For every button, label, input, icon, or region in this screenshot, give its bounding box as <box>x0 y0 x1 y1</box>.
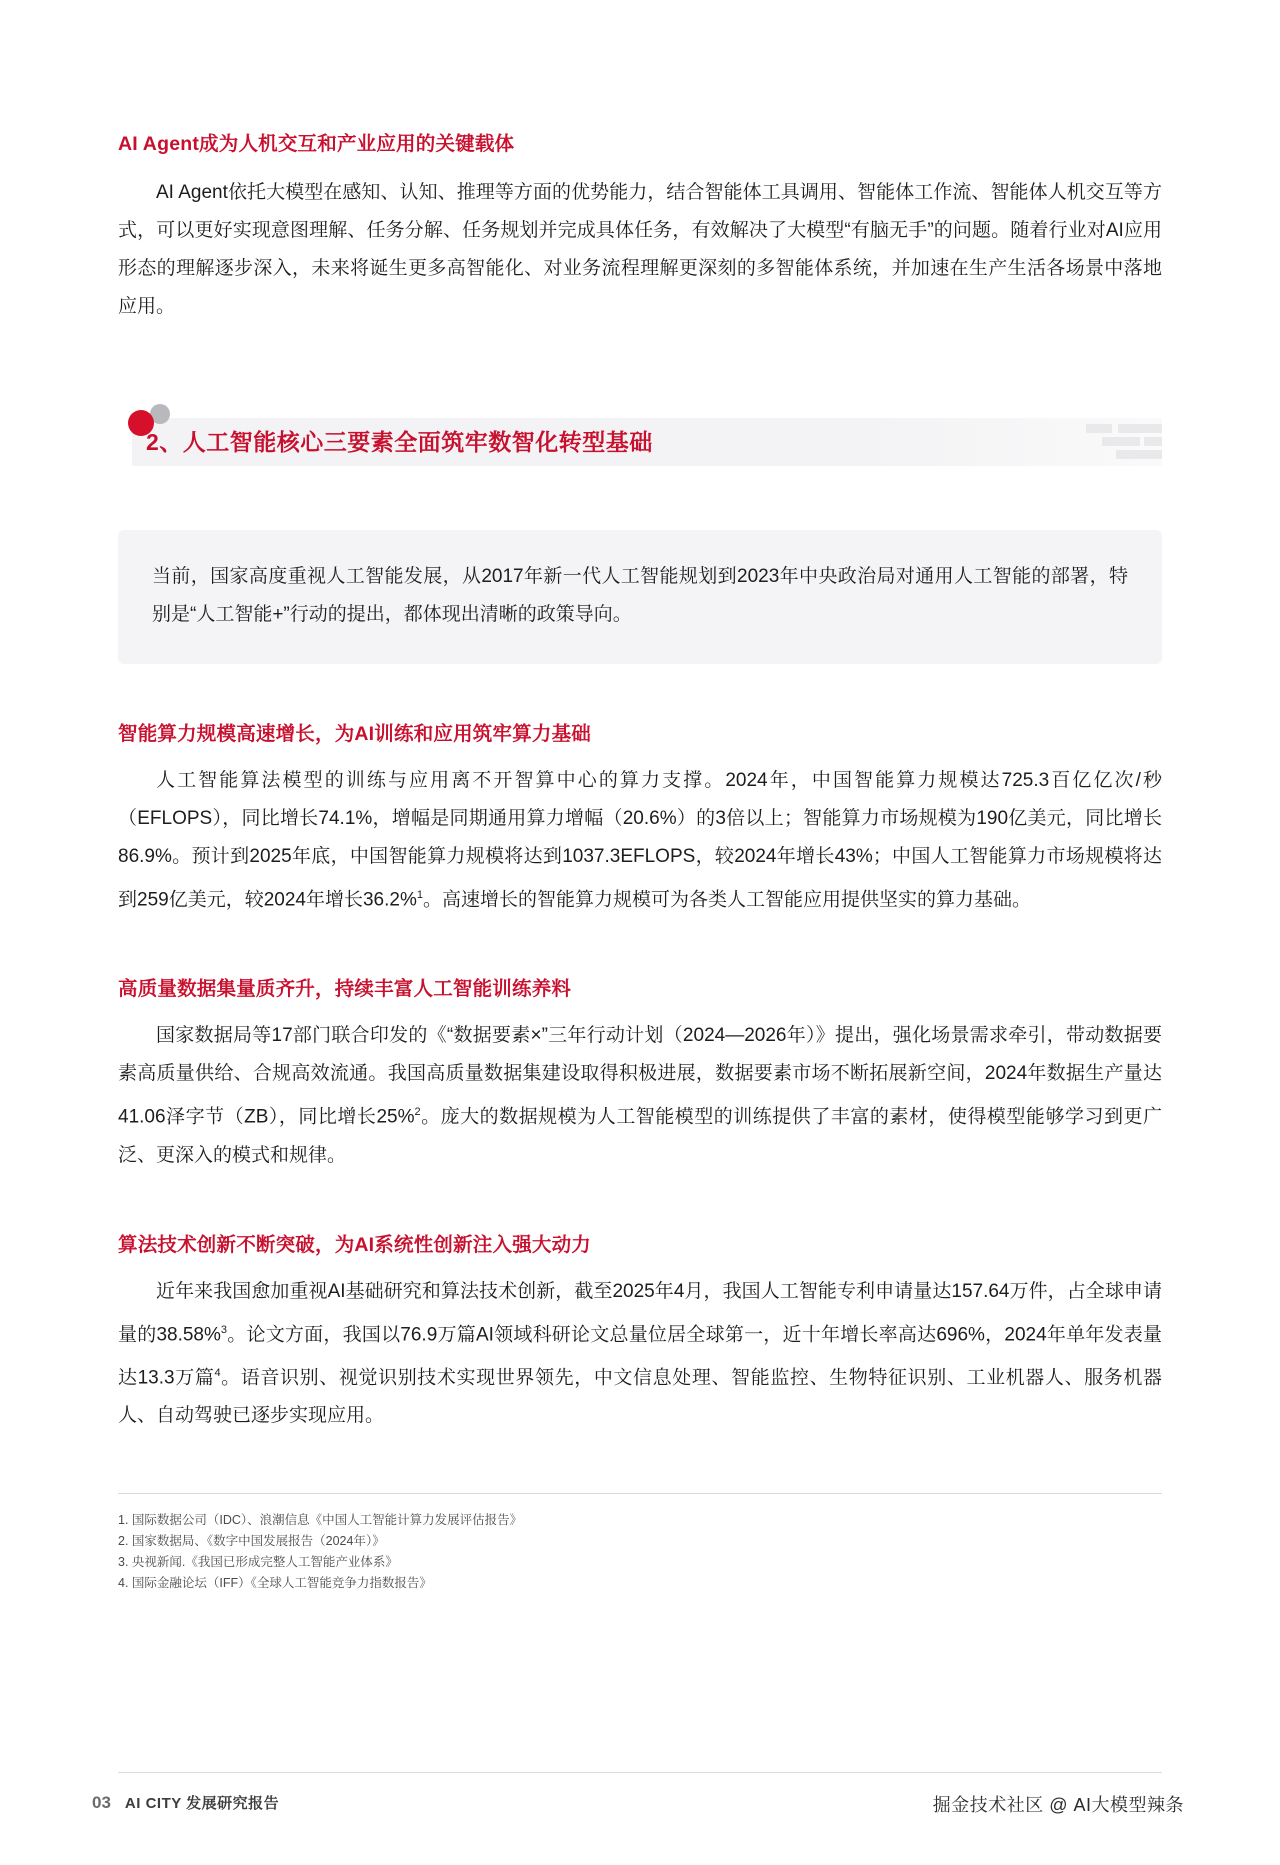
subsection-data-quality <box>118 973 1162 1174</box>
compute-power-heading: 智能算力规模高速增长，为AI训练和应用筑牢算力基础 <box>118 723 592 745</box>
footnote-list <box>118 1510 1162 1594</box>
subsection-compute-power <box>118 718 1162 919</box>
compute-power-paragraph <box>118 762 1162 919</box>
footer-report-title: AI CITY 发展研究报告 <box>124 1795 280 1812</box>
footnote-ref-2: 2 <box>414 1106 421 1119</box>
policy-callout-box <box>118 530 1162 664</box>
banner-decoration-icon <box>1042 422 1162 462</box>
data-quality-paragraph <box>118 1017 1162 1174</box>
page-footer <box>92 1792 279 1813</box>
ai-agent-paragraph: AI Agent依托大模型在感知、认知、推理等方面的优势能力，结合智能体工具调用、智能体工作流、智能体人机交互等方式，可以更好实现意图理解、任务分解、任务规划并完成具体任务，有效解决了大模型“有脑无手”的问题。随着行业对AI应用形态的理解逐步深入，未来将诞生更多高智能化、对业务流程理解更深刻的多智能体系统，并加速在生产生活各场景中落地应用。 <box>118 182 1162 317</box>
algorithm-innovation-paragraph <box>118 1273 1162 1436</box>
compute-power-text-part1: 人工智能算法模型的训练与应用离不开智算中心的算力支撑。2024年，中国智能算力规模达725.3百亿亿次/秒（EFLOPS），同比增长74.1%，增幅是同期通用算力增幅（20.6%）的3倍以上；智能算力市场规模为190亿美元，同比增长86.9%。预计到2025年底，中国智能算力规模将达到1037.3EFLOPS，较2024年增长43%；中国人工智能算力市场规模将达到259亿美元，较2024年增长36.2% <box>118 770 1162 911</box>
footnote-ref-4: 4 <box>214 1366 221 1379</box>
algorithm-text-part1: 近年来我国愈加重视AI基础研究和算法技术创新，截至2025年4月，我国人工智能专利申请量达157.64万件，占全球申请量的38.58% <box>118 1280 1162 1345</box>
footnote-item: 4. 国际金融论坛（IFF）《全球人工智能竞争力指数报告》 <box>118 1576 432 1591</box>
data-quality-text-part2: 。庞大的数据规模为人工智能模型的训练提供了丰富的素材，使得模型能够学习到更广泛、更深入的模式和规律。 <box>118 1106 1162 1166</box>
footnote-ref-3: 3 <box>220 1323 228 1336</box>
footer-divider <box>118 1772 1162 1773</box>
footnote-divider <box>118 1493 1162 1494</box>
policy-callout-text: 当前，国家高度重视人工智能发展，从2017年新一代人工智能规划到2023年中央政治局对通用人工智能的部署，特别是“人工智能+”行动的提出，都体现出清晰的政策导向。 <box>152 566 1128 625</box>
subsection-algorithm-innovation <box>118 1229 1162 1436</box>
compute-power-text-part2: 。高速增长的智能算力规模可为各类人工智能应用提供坚实的算力基础。 <box>422 889 1031 911</box>
footnote-ref-1: 1 <box>416 889 423 901</box>
document-page <box>0 128 1280 1865</box>
section-banner <box>118 404 1162 476</box>
footnote-item: 2. 国家数据局、《数字中国发展报告（2024年）》 <box>118 1534 385 1549</box>
algorithm-text-part2: 。论文方面，我国以76.9万篇AI领域科研论文总量位居全球第一，近十年增长率高达696%，2024年单年发表量达13.3万篇 <box>118 1323 1163 1389</box>
ai-agent-heading: AI Agent成为人机交互和产业应用的关键载体 <box>118 133 515 155</box>
data-quality-text-part1: 国家数据局等17部门联合印发的《“数据要素×”三年行动计划（2024—2026年）》提出，强化场景需求牵引，带动数据要素高质量供给、合规高效流通。我国高质量数据集建设取得积极进展，数据要素市场不断拓展新空间，2024年数据生产量达41.06泽字节（ZB），同比增长25% <box>118 1025 1162 1128</box>
banner-title: 2、人工智能核心三要素全面筑牢数智化转型基础 <box>146 429 653 455</box>
data-quality-heading: 高质量数据集量质齐升，持续丰富人工智能训练养料 <box>118 978 572 1001</box>
watermark: 掘金技术社区 @ AI大模型辣条 <box>932 1795 1184 1815</box>
algorithm-innovation-heading: 算法技术创新不断突破，为AI系统性创新注入强大动力 <box>118 1233 592 1256</box>
algorithm-text-part3: 。语音识别、视觉识别技术实现世界领先，中文信息处理、智能监控、生物特征识别、工业机器人、服务机器人、自动驾驶已逐步实现应用。 <box>118 1367 1162 1427</box>
footnote-item: 1. 国际数据公司（IDC）、浪潮信息《中国人工智能计算力发展评估报告》 <box>118 1513 523 1528</box>
footnote-item: 3. 央视新闻.《我国已形成完整人工智能产业体系》 <box>118 1555 398 1570</box>
section-ai-agent <box>118 128 1162 156</box>
page-number: 03 <box>92 1793 111 1812</box>
